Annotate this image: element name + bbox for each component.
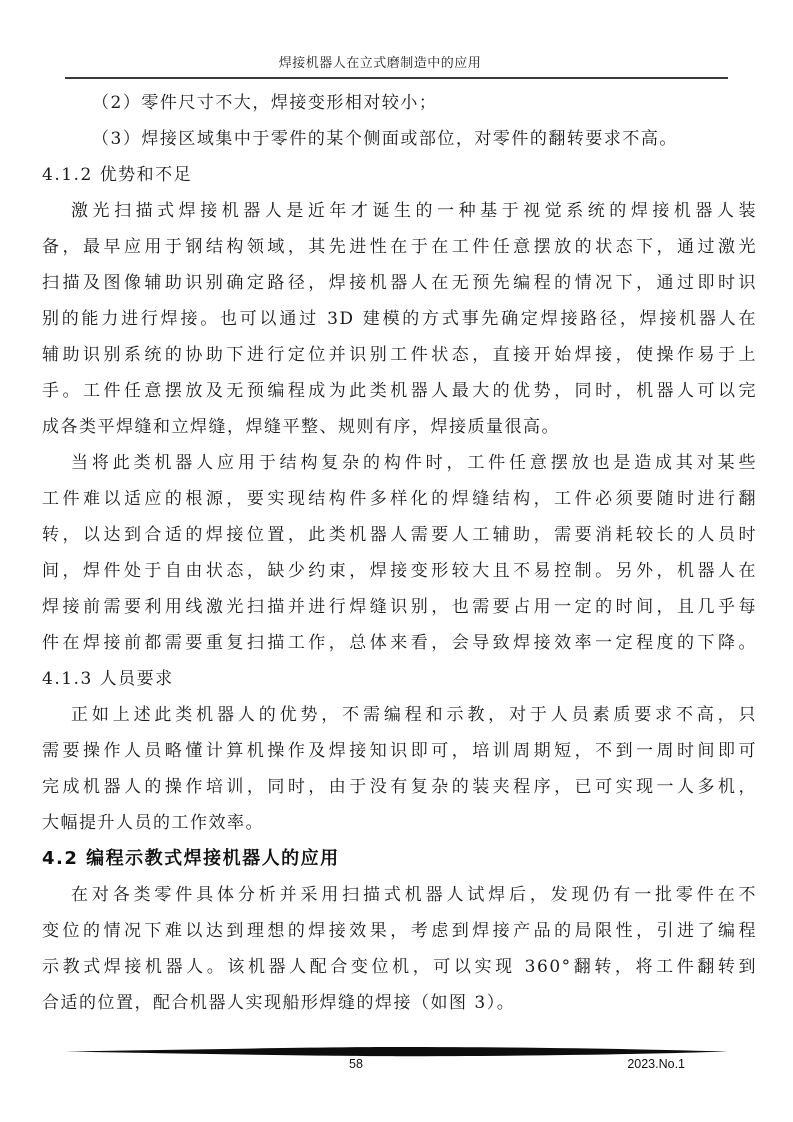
paragraph-line: 激光扫描式焊接机器人是近年才诞生的一种基于视觉系统的焊接机器人装 <box>71 201 757 221</box>
page-content <box>42 85 757 1021</box>
paragraph-line: 焊接前需要利用线激光扫描并进行焊缝识别，也需要占用一定的时间，且几乎每 <box>42 597 757 617</box>
paragraph-line: 手。工件任意摆放及无预编程成为此类机器人最大的优势，同时，机器人可以完 <box>42 381 757 401</box>
paragraph-line: 扫描及图像辅助识别确定路径，焊接机器人在无预先编程的情况下，通过即时识 <box>42 273 757 293</box>
page-number: 58 <box>349 1057 363 1071</box>
paragraph-line: 正如上述此类机器人的优势，不需编程和示教，对于人员素质要求不高，只 <box>71 705 757 725</box>
paragraph-line: 当将此类机器人应用于结构复杂的构件时，工件任意摆放也是造成其对某些 <box>71 453 757 473</box>
section-heading-4-1-3: 4.1.3 人员要求 <box>42 669 174 689</box>
paragraph-line: 变位的情况下难以达到理想的焊接效果，考虑到焊接产品的局限性，引进了编程 <box>42 921 757 941</box>
paragraph-line: 示教式焊接机器人。该机器人配合变位机，可以实现 360°翻转，将工件翻转到 <box>42 957 757 977</box>
issue-label: 2023.No.1 <box>627 1057 685 1071</box>
paragraph-line: 合适的位置，配合机器人实现船形焊缝的焊接（如图 3）。 <box>42 993 516 1013</box>
footer-divider-bar <box>65 1046 728 1057</box>
list-item: （2）零件尺寸不大，焊接变形相对较小； <box>92 93 438 113</box>
paragraph-line: 成各类平焊缝和立焊缝，焊缝平整、规则有序，焊接质量很高。 <box>42 417 560 437</box>
section-heading-4-1-2: 4.1.2 优势和不足 <box>42 165 193 185</box>
paragraph-line: 转，以达到合适的焊接位置，此类机器人需要人工辅助，需要消耗较长的人员时 <box>42 525 757 545</box>
paragraph-line: 辅助识别系统的协助下进行定位并识别工件状态，直接开始焊接，使操作易于上 <box>42 345 757 365</box>
paragraph-line: 别的能力进行焊接。也可以通过 3D 建模的方式事先确定焊接路径，焊接机器人在 <box>42 309 757 329</box>
running-header-title: 焊接机器人在立式磨制造中的应用 <box>278 56 482 71</box>
paragraph-line: 大幅提升人员的工作效率。 <box>42 813 264 833</box>
paragraph-line: 件在焊接前都需要重复扫描工作，总体来看，会导致焊接效率一定程度的下降。 <box>42 633 757 653</box>
paragraph-line: 在对各类零件具体分析并采用扫描式机器人试焊后，发现仍有一批零件在不 <box>71 885 757 905</box>
paragraph-line: 备，最早应用于钢结构领域，其先进性在于在工件任意摆放的状态下，通过激光 <box>42 237 757 257</box>
header-divider-rule <box>65 77 728 79</box>
paragraph-line: 间，焊件处于自由状态，缺少约束，焊接变形较大且不易控制。另外，机器人在 <box>42 561 757 581</box>
paragraph-line: 工件难以适应的根源，要实现结构件多样化的焊缝结构，工件必须要随时进行翻 <box>42 489 757 509</box>
list-item: （3）焊接区域集中于零件的某个侧面或部位，对零件的翻转要求不高。 <box>92 129 678 149</box>
paragraph-line: 完成机器人的操作培训，同时，由于没有复杂的装夹程序，已可实现一人多机， <box>42 777 757 797</box>
paragraph-line: 需要操作人员略懂计算机操作及焊接知识即可，培训周期短，不到一周时间即可 <box>42 741 757 761</box>
section-heading-4-2: 4.2 编程示教式焊接机器人的应用 <box>42 848 340 869</box>
